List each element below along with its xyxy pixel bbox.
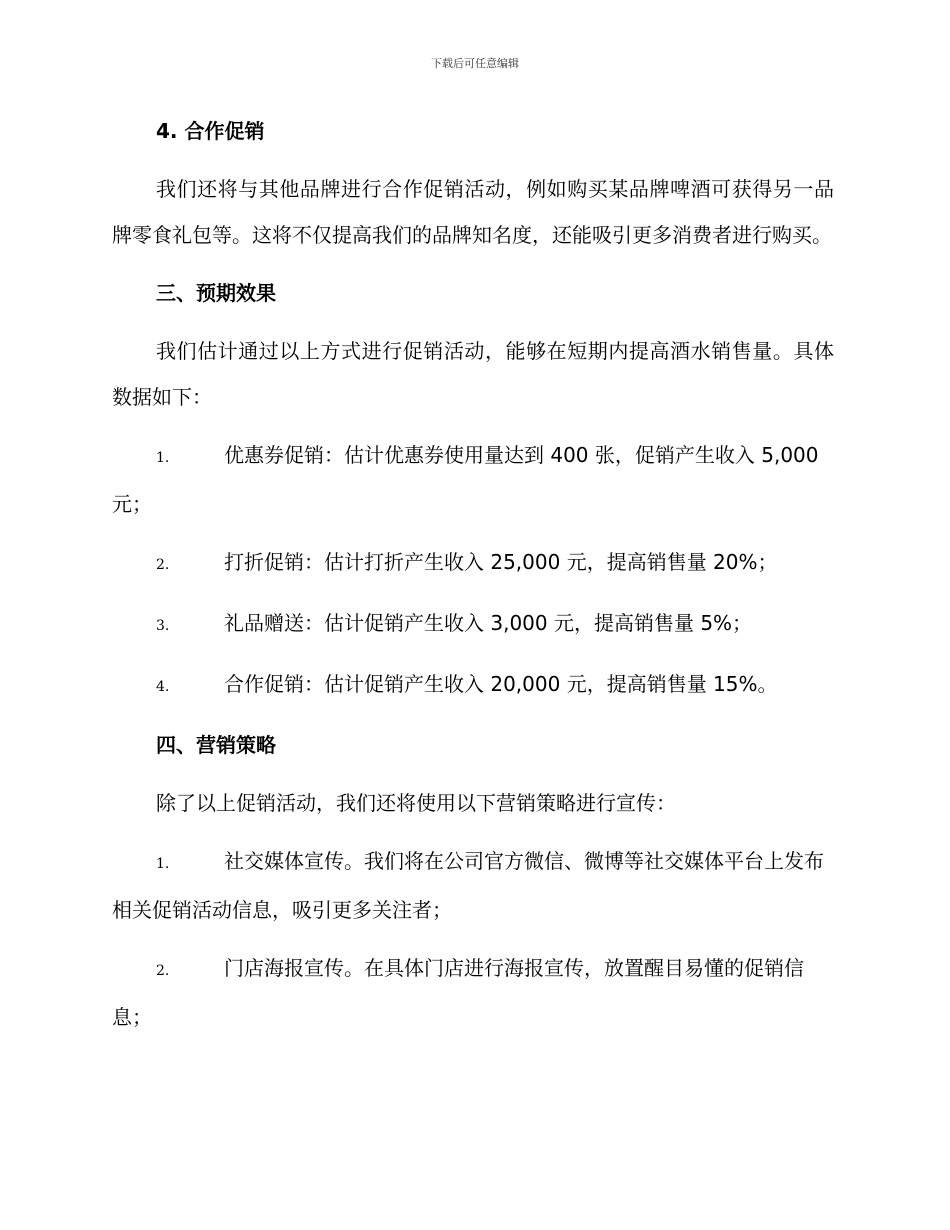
list-text: 合作促销：估计促销产生收入 20,000 元，提高销售量 15%。 (224, 672, 778, 696)
body-paragraph: 我们还将与其他品牌进行合作促销活动，例如购买某品牌啤酒可获得另一品牌零食礼包等。这将不仅提高我们的品牌知名度，还能吸引更多消费者进行购买。 (112, 177, 834, 247)
section-heading: 三、预期效果 (156, 281, 276, 305)
body-paragraph: 我们估计通过以上方式进行促销活动，能够在短期内提高酒水销售量。具体数据如下： (112, 339, 834, 409)
list-text: 礼品赠送：估计促销产生收入 3,000 元，提高销售量 5%； (224, 611, 753, 635)
section-expected-results (112, 270, 834, 710)
list-item (112, 838, 834, 933)
list-text: 打折促销：估计打折产生收入 25,000 元，提高销售量 20%； (224, 550, 778, 574)
list-number: 2. (156, 963, 170, 979)
list-item (112, 661, 834, 710)
list-text: 门店海报宣传。在具体门店进行海报宣传，放置醒目易懂的促销信息； (112, 956, 804, 1029)
list-number: 4. (156, 679, 170, 695)
section-heading: 四、营销策略 (156, 733, 276, 757)
document-body (112, 108, 834, 1052)
list-number: 2. (156, 557, 170, 573)
list-text: 社交媒体宣传。我们将在公司官方微信、微博等社交媒体平台上发布相关促销活动信息，吸引更多关注者； (112, 849, 824, 922)
list-text: 优惠券促销：估计优惠券使用量达到 400 张，促销产生收入 5,000 元； (112, 443, 819, 516)
list-number: 3. (156, 618, 170, 634)
list-item (112, 945, 834, 1040)
section-marketing-strategy (112, 722, 834, 1040)
list-number: 1. (156, 856, 170, 872)
list-item (112, 432, 834, 527)
section-heading: 4. 合作促销 (156, 119, 265, 143)
body-paragraph: 除了以上促销活动，我们还将使用以下营销策略进行宣传： (156, 791, 676, 815)
header-note: 下载后可任意编辑 (431, 57, 519, 70)
list-item (112, 539, 834, 588)
list-item (112, 600, 834, 649)
list-number: 1. (156, 450, 170, 466)
section-cooperative-promotion (112, 108, 834, 258)
